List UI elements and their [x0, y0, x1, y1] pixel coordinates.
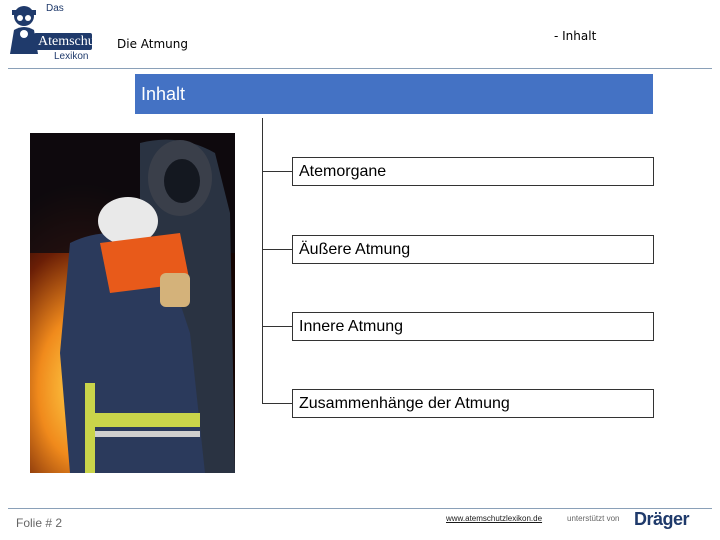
page-title: Die Atmung — [117, 37, 188, 51]
logo-name-text: Atemschutz — [38, 34, 105, 49]
toc-item-innere-atmung[interactable] — [292, 312, 654, 341]
supported-by-text: unterstützt von — [567, 514, 620, 523]
toc-item-zusammenhaenge[interactable] — [292, 389, 654, 418]
footer-divider — [8, 508, 712, 509]
section-title: - Inhalt — [554, 29, 597, 43]
toc-connector — [262, 249, 292, 250]
draeger-logo: Dräger — [634, 509, 690, 529]
website-link[interactable]: www.atemschutzlexikon.de — [446, 514, 543, 523]
toc-connector — [262, 403, 292, 404]
atemschutz-lexikon-logo — [0, 0, 112, 66]
logo-lexikon-text: Lexikon — [54, 51, 89, 62]
header-divider — [8, 68, 712, 69]
toc-tree-line — [262, 118, 263, 404]
inhalt-banner — [135, 74, 653, 114]
toc-item-label: Zusammenhänge der Atmung — [299, 395, 510, 412]
logo-name-banner — [34, 33, 105, 50]
firefighter-photo — [30, 133, 235, 473]
toc-item-aeussere-atmung[interactable] — [292, 235, 654, 264]
toc-item-label: Äußere Atmung — [299, 241, 411, 258]
toc-item-label: Innere Atmung — [299, 318, 404, 335]
toc-connector — [262, 171, 292, 172]
toc-item-label: Atemorgane — [299, 163, 387, 180]
banner-title: Inhalt — [141, 84, 186, 104]
logo-das-text: Das — [46, 3, 64, 14]
slide-number: Folie # 2 — [16, 516, 63, 530]
toc-item-atemorgane[interactable] — [292, 157, 654, 186]
toc-connector — [262, 326, 292, 327]
